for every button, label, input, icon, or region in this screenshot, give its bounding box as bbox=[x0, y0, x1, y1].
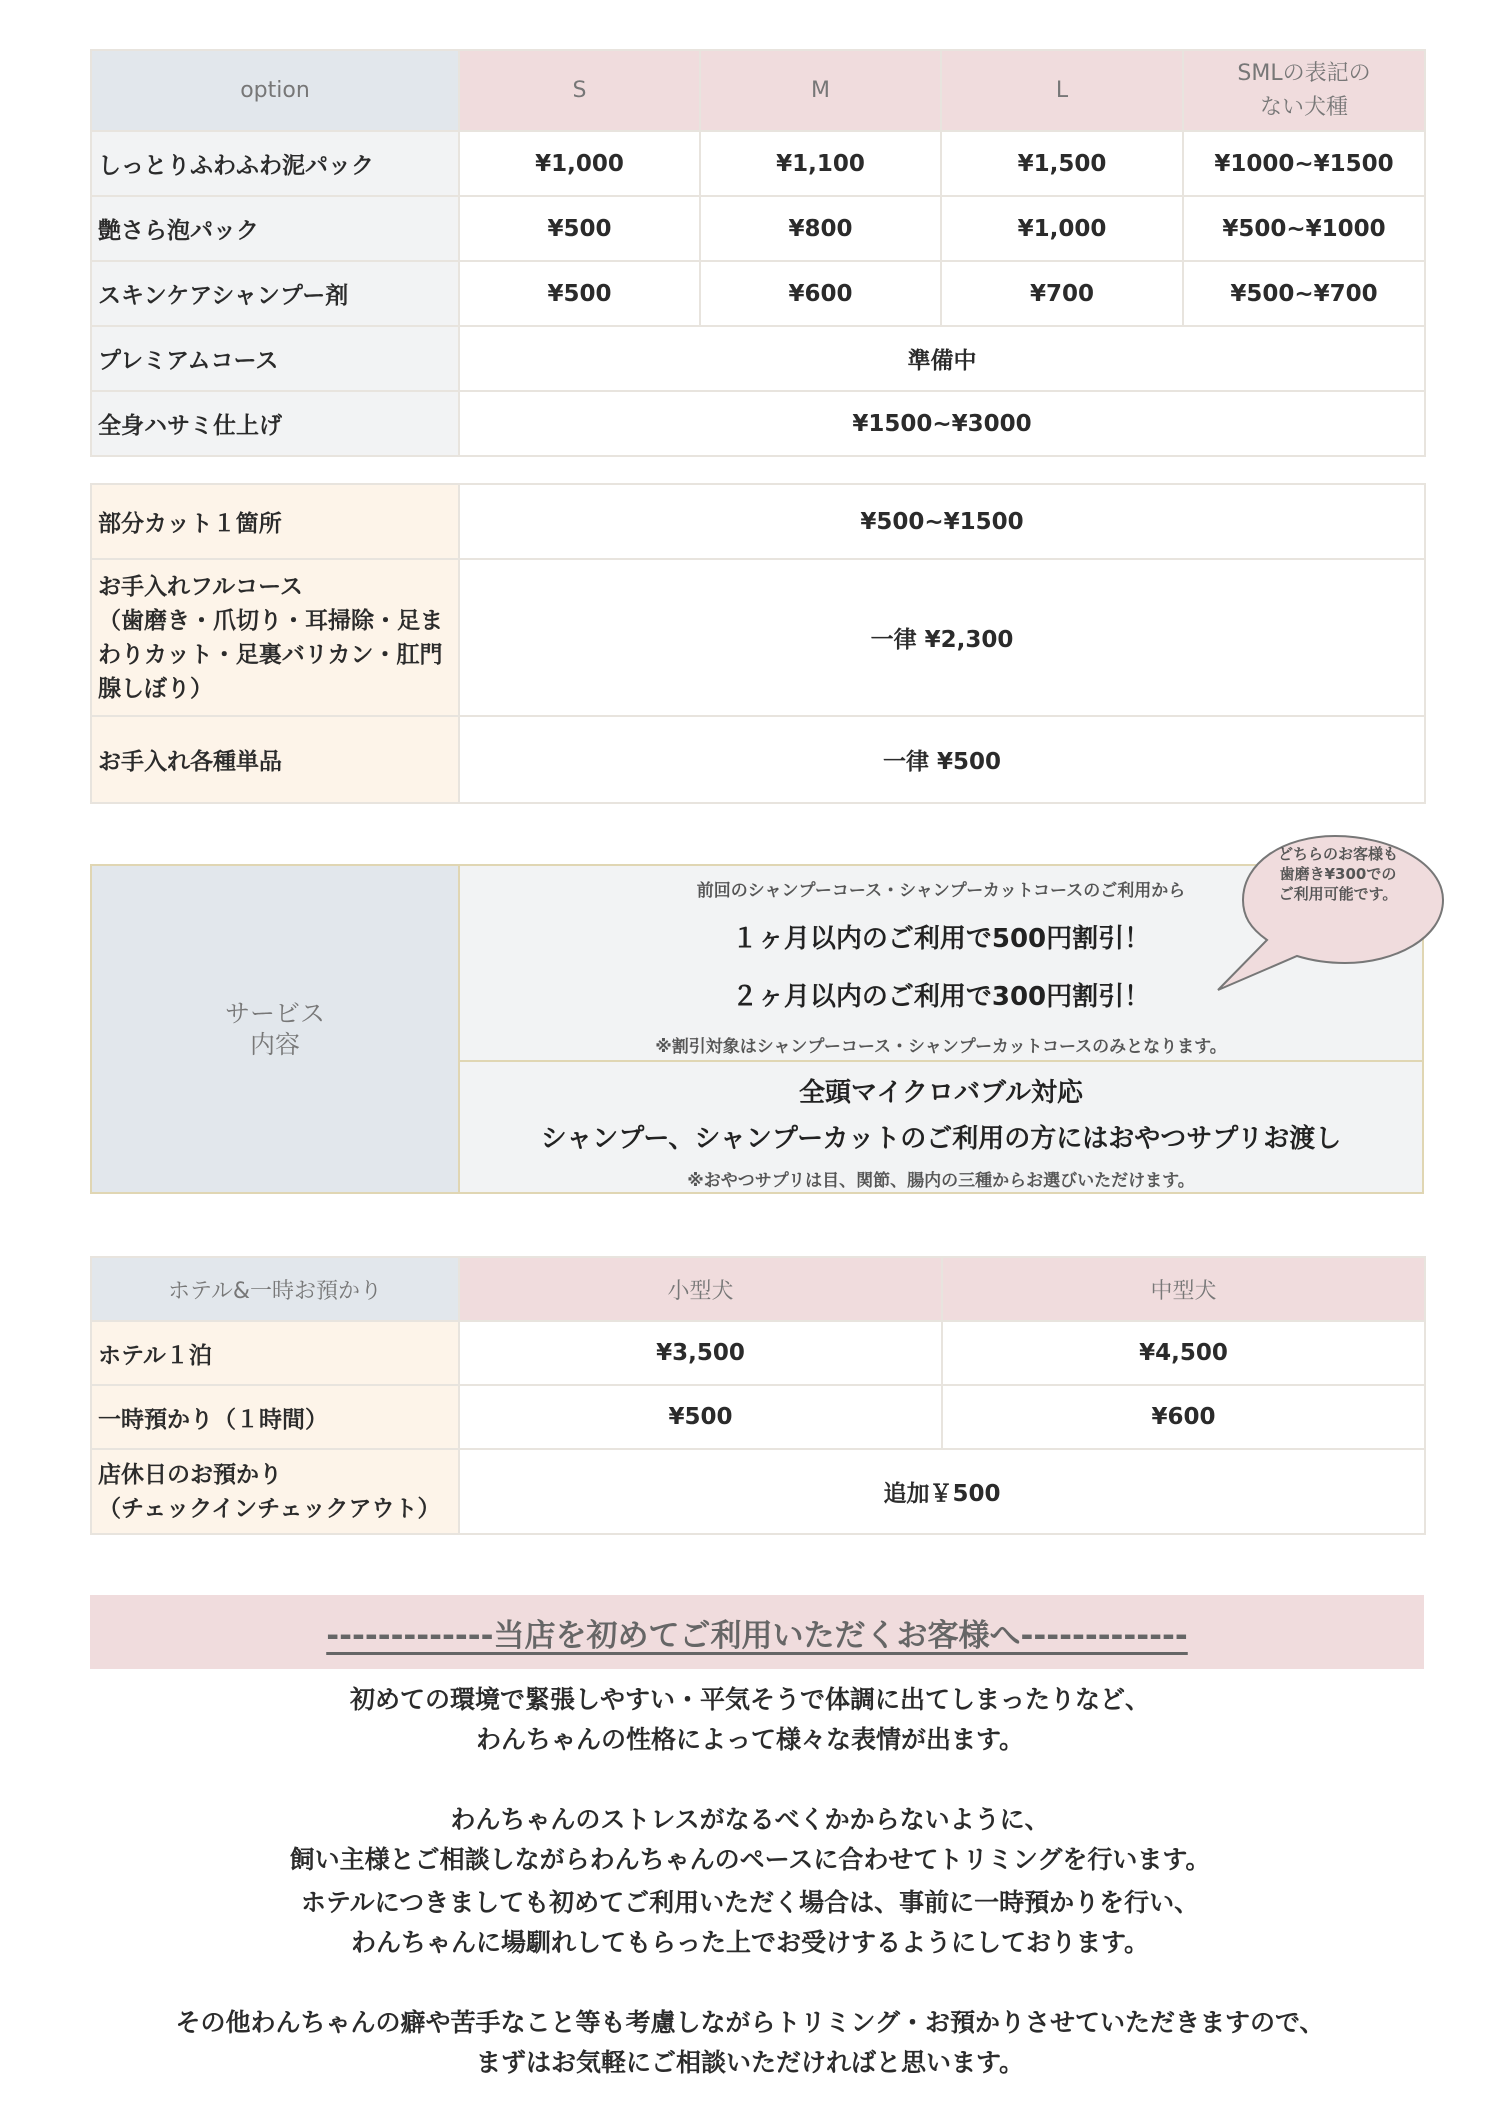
bubble-line: ご利用可能です。 bbox=[1278, 885, 1398, 903]
price-cell: ¥500 bbox=[459, 1385, 942, 1449]
price-cell: ¥500~¥1500 bbox=[459, 484, 1425, 559]
header-size-s: S bbox=[459, 50, 700, 131]
row-label: しっとりふわふわ泥パック bbox=[91, 131, 459, 196]
feature-supplement: シャンプー、シャンプーカットのご利用の方にはおやつサプリお渡し bbox=[540, 1124, 1342, 1154]
price-cell: ¥800 bbox=[700, 196, 941, 261]
price-cell: 一律 ¥500 bbox=[459, 716, 1425, 803]
table-header-row bbox=[91, 50, 1425, 131]
header-option: option bbox=[91, 50, 459, 131]
header-small-dog: 小型犬 bbox=[459, 1257, 942, 1321]
header-no-size bbox=[1183, 50, 1425, 131]
notice-line: わんちゃんのストレスがなるべくかからないように、 bbox=[450, 1805, 1050, 1834]
header-medium-dog: 中型犬 bbox=[942, 1257, 1425, 1321]
notice-line: 飼い主様とご相談しながらわんちゃんのペースに合わせてトリミングを行います。 bbox=[289, 1845, 1211, 1874]
row-label: ホテル１泊 bbox=[91, 1321, 459, 1385]
label-line: わりカット・足裏バリカン・肛門 bbox=[98, 641, 443, 668]
header-no-size-line1: SMLの表記の bbox=[1237, 60, 1371, 86]
table-row bbox=[91, 559, 1425, 716]
table-row bbox=[91, 261, 1425, 326]
price-cell: ¥1,100 bbox=[700, 131, 941, 196]
notice-line: わんちゃんの性格によって様々な表情が出ます。 bbox=[475, 1725, 1024, 1754]
table-row bbox=[91, 326, 1425, 391]
feature-microbubble: 全頭マイクロバブル対応 bbox=[799, 1078, 1083, 1108]
discount-note: ※割引対象はシャンプーコース・シャンプーカットコースのみとなります。 bbox=[655, 1037, 1227, 1057]
row-label: 部分カット１箇所 bbox=[91, 484, 459, 559]
row-label: プレミアムコース bbox=[91, 326, 459, 391]
feature-panel bbox=[460, 1062, 1422, 1192]
row-label bbox=[91, 1449, 459, 1534]
service-label bbox=[92, 866, 460, 1192]
price-cell: ¥1,000 bbox=[941, 196, 1183, 261]
service-label-line: 内容 bbox=[249, 1030, 300, 1059]
header-size-l: L bbox=[941, 50, 1183, 131]
notice-line: ホテルにつきましても初めてご利用いただく場合は、事前に一時預かりを行い、 bbox=[300, 1888, 1200, 1917]
hotel-price-table bbox=[90, 1256, 1426, 1535]
merged-price-cell: 準備中 bbox=[459, 326, 1425, 391]
table-header-row bbox=[91, 1257, 1425, 1321]
row-label: 全身ハサミ仕上げ bbox=[91, 391, 459, 456]
price-cell: ¥3,500 bbox=[459, 1321, 942, 1385]
label-line: （歯磨き・爪切り・耳掃除・足ま bbox=[98, 607, 443, 634]
speech-bubble-text bbox=[1258, 844, 1418, 904]
row-label: スキンケアシャンプー剤 bbox=[91, 261, 459, 326]
label-line: 店休日のお預かり bbox=[98, 1461, 282, 1488]
label-line: お手入れフルコース bbox=[98, 573, 303, 600]
notice-banner bbox=[90, 1595, 1424, 1669]
price-cell: 一律 ¥2,300 bbox=[459, 559, 1425, 716]
table-row bbox=[91, 196, 1425, 261]
price-cell: ¥500~¥700 bbox=[1183, 261, 1425, 326]
notice-line: わんちゃんに場馴れしてもらった上でお受けするようにしております。 bbox=[350, 1928, 1149, 1957]
notice-line: まずはお気軽にご相談いただければと思います。 bbox=[475, 2048, 1024, 2077]
care-price-table bbox=[90, 483, 1426, 804]
price-cell: ¥1000~¥1500 bbox=[1183, 131, 1425, 196]
table-row bbox=[91, 131, 1425, 196]
header-hotel: ホテル&一時お預かり bbox=[91, 1257, 459, 1321]
merged-price-cell: ¥1500~¥3000 bbox=[459, 391, 1425, 456]
header-size-m: M bbox=[700, 50, 941, 131]
price-cell: ¥500 bbox=[459, 196, 700, 261]
price-cell: ¥700 bbox=[941, 261, 1183, 326]
price-cell: ¥600 bbox=[700, 261, 941, 326]
price-cell: ¥4,500 bbox=[942, 1321, 1425, 1385]
label-line: （チェックインチェックアウト） bbox=[98, 1495, 441, 1522]
notice-line: 初めての環境で緊張しやすい・平気そうで体調に出てしまったりなど、 bbox=[349, 1685, 1150, 1714]
table-row bbox=[91, 1385, 1425, 1449]
label-line: 腺しぼり） bbox=[98, 675, 213, 702]
notice-line: その他わんちゃんの癖や苦手なこと等も考慮しながらトリミング・お預かりさせていただきますので、 bbox=[175, 2008, 1325, 2037]
bubble-line: どちらのお客様も bbox=[1277, 845, 1398, 863]
bubble-line: 歯磨き¥300での bbox=[1279, 865, 1397, 883]
discount-one-month: １ヶ月以内のご利用で500円割引！ bbox=[731, 924, 1151, 954]
table-row bbox=[91, 716, 1425, 803]
price-cell: ¥600 bbox=[942, 1385, 1425, 1449]
option-price-table bbox=[90, 49, 1426, 457]
table-row bbox=[91, 484, 1425, 559]
row-label bbox=[91, 559, 459, 716]
header-no-size-line2: ない犬種 bbox=[1259, 94, 1348, 120]
price-cell: ¥500~¥1000 bbox=[1183, 196, 1425, 261]
row-label: お手入れ各種単品 bbox=[91, 716, 459, 803]
notice-title: -------------当店を初めてご利用いただくお客様へ------------- bbox=[326, 1617, 1188, 1654]
merged-price-cell: 追加￥500 bbox=[459, 1449, 1425, 1534]
price-cell: ¥1,000 bbox=[459, 131, 700, 196]
discount-two-month: ２ヶ月以内のご利用で300円割引！ bbox=[731, 982, 1151, 1012]
row-label: 一時預かり（１時間） bbox=[91, 1385, 459, 1449]
table-row bbox=[91, 1321, 1425, 1385]
service-label-line: サービス bbox=[224, 999, 325, 1028]
row-label: 艶さら泡パック bbox=[91, 196, 459, 261]
discount-note-top: 前回のシャンプーコース・シャンプーカットコースのご利用から bbox=[696, 881, 1186, 901]
price-cell: ¥500 bbox=[459, 261, 700, 326]
price-cell: ¥1,500 bbox=[941, 131, 1183, 196]
table-row bbox=[91, 391, 1425, 456]
feature-note: ※おやつサプリは目、関節、腸内の三種からお選びいただけます。 bbox=[687, 1171, 1195, 1191]
table-row bbox=[91, 1449, 1425, 1534]
